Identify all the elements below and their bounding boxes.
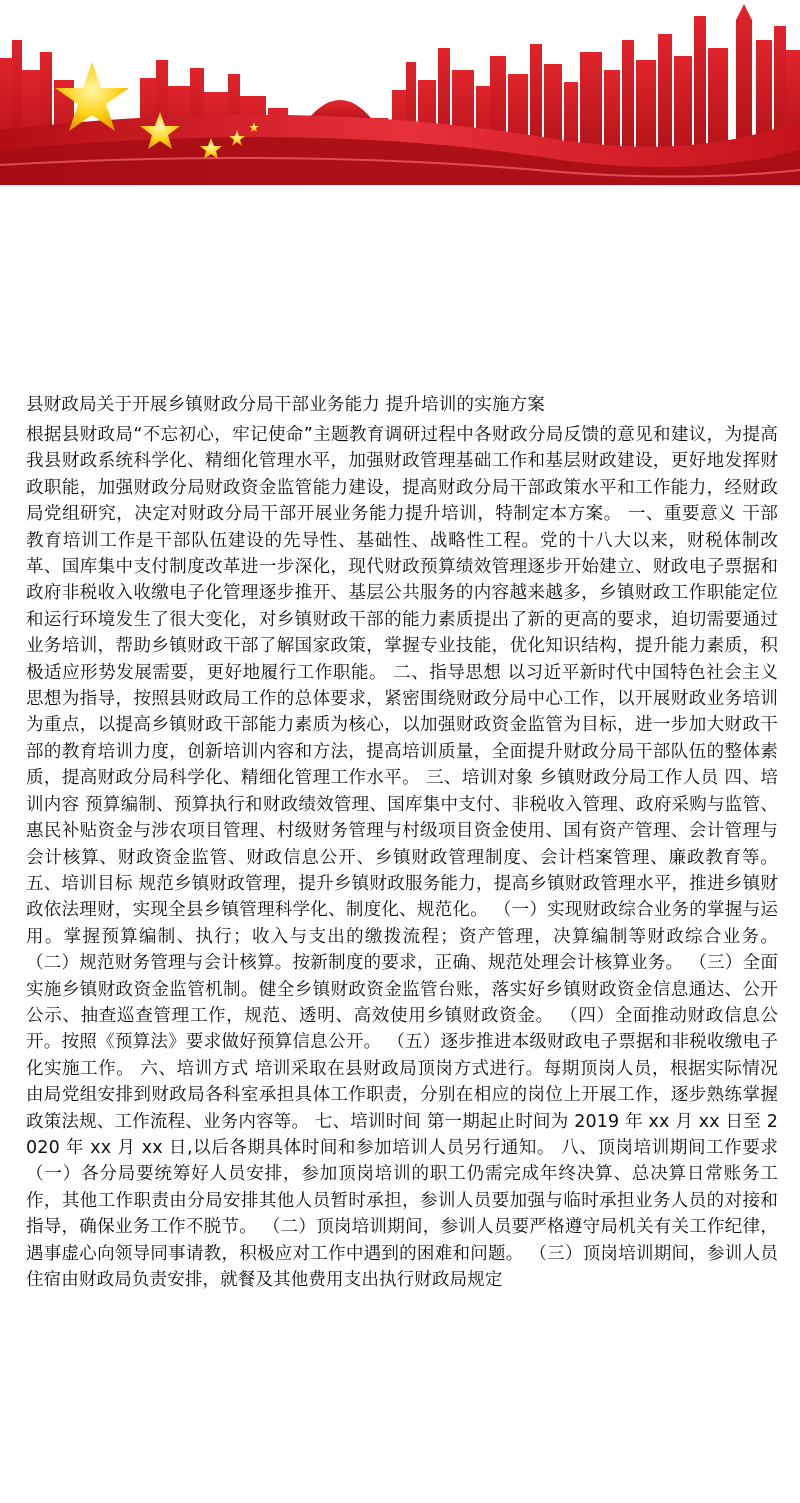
document-title: 县财政局关于开展乡镇财政分局干部业务能力 提升培训的实施方案 (26, 395, 546, 415)
city-skyline-illustration (0, 0, 800, 185)
document-body: 根据县财政局“不忘初心，牢记使命”主题教育调研过程中各财政分局反馈的意见和建议，为提高我县财政系统科学化、精细化管理水平，加强财政管理基础工作和基层财政建设，更好地发挥财政职能，加强财政分局财政资金监管能力建设，提高财政分局干部政策水平和工作能力，经财政局党组研究，决定对财政分局干部开展业务能力提升培训，特制定本方案。 一、重要意义 干部教育培训工作是干部队伍建设的先导性、基础性、战略性工程。党的十八大以来，财税体制改革、国库集中支付制度改革进一步深化，现代财政预算绩效管理逐步开始建立、财政电子票据和政府非税收入收缴电子化管理逐步推开、基层公共服务的内容越来越多，乡镇财政工作职能定位和运行环境发生了很大变化，对乡镇财政干部的能力素质提出了新的更高的要求，迫切需要通过业务培训，帮助乡镇财政干部了解国家政策，掌握专业技能，优化知识结构，提升能力素质，积极适应形势发展需要，更好地履行工作职能。 二、指导思想 以习近平新时代中国特色社会主义思想为指导，按照县财政局工作的总体要求，紧密围绕财政分局中心工作，以开展财政业务培训为重点，以提高乡镇财政干部能力素质为核心，以加强财政资金监管为目标，进一步加大财政干部的教育培训力度，创新培训内容和方法，提高培训质量，全面提升财政分局干部队伍的整体素质，提高财政分局科学化、精细化管理工作水平。 三、培训对象 乡镇财政分局工作人员 四、培训内容 预算编制、预算执行和财政绩效管理、国库集中支付、非税收入管理、政府采购与监管、惠民补贴资金与涉农项目管理、村级财务管理与村级项目资金使用、国有资产管理、会计管理与会计核算、财政资金监管、财政信息公开、乡镇财政管理制度、会计档案管理、廉政教育等。 五、培训目标 规范乡镇财政管理，提升乡镇财政服务能力，提高乡镇财政管理水平，推进乡镇财政依法理财，实现全县乡镇管理科学化、制度化、规范化。 （一）实现财政综合业务的掌握与运用。掌握预算编制、执行；收入与支出的缴拨流程；资产管理，决算编制等财政综合业务。 （二）规范财务管理与会计核算。按新制度的要求，正确、规范处理会计核算业务。 （三）全面实施乡镇财政资金监管机制。健全乡镇财政资金监管台账，落实好乡镇财政资金信息通达、公开公示、抽查巡查管理工作，规范、透明、高效使用乡镇财政资金。 （四）全面推动财政信息公开。按照《预算法》要求做好预算信息公开。 （五）逐步推进本级财政电子票据和非税收缴电子化实施工作。 六、培训方式 培训采取在县财政局顶岗方式进行。每期顶岗人员，根据实际情况由局党组安排到财政局各科室承担具体工作职责，分别在相应的岗位上开展工作，逐步熟练掌握政策法规、工作流程、业务内容等。 七、培训时间 第一期起止时间为 2019 年 xx 月 xx 日至 2020 年 xx 月 xx 日,以后各期具体时间和参加培训人员另行通知。 八、顶岗培训期间工作要求 （一）各分局要统筹好人员安排，参加顶岗培训的职工仍需完成年终决算、总决算日常账务工作，其他工作职责由分局安排其他人员暂时承担，参训人员要加强与临时承担业务人员的对接和指导，确保业务工作不脱节。 （二）顶岗培训期间，参训人员要严格遵守局机关有关工作纪律，遇事虚心向领导同事请教，积极应对工作中遇到的困难和问题。 （三）顶岗培训期间，参训人员住宿由财政局负责安排，就餐及其他费用支出执行财政局规定 (26, 425, 778, 1290)
document-content (26, 388, 778, 1293)
header-banner (0, 0, 800, 185)
